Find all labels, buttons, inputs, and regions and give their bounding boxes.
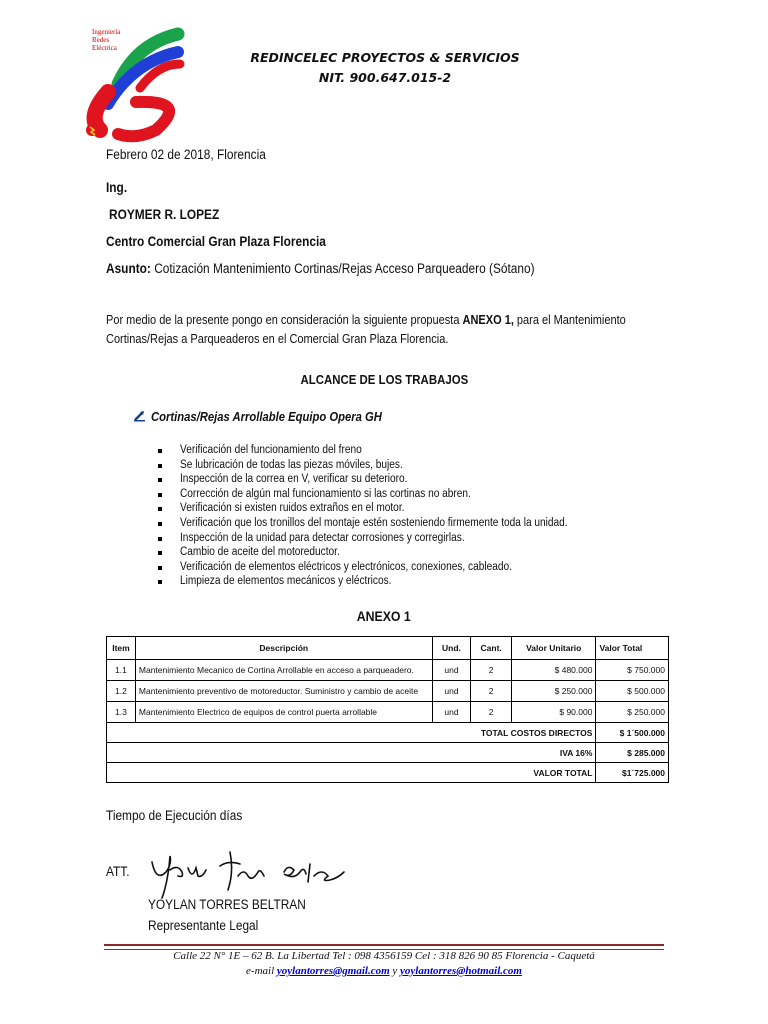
list-item: Se lubricación de todas las piezas móviles, bujes. — [158, 459, 620, 474]
list-item: Verificación si existen ruidos extraños en el motor. — [158, 502, 620, 517]
att-label: ATT. — [106, 864, 130, 879]
list-item: Corrección de algún mal funcionamiento si las cortinas no abren. — [158, 488, 620, 503]
execution-time: Tiempo de Ejecución días — [106, 808, 243, 823]
equipment-name: Cortinas/Rejas Arrollable Equipo Opera GH — [151, 410, 383, 424]
list-item: Cambio de aceite del motoreductor. — [158, 546, 620, 561]
task-list — [158, 444, 620, 590]
list-item: Inspección de la unidad para detectar corrosiones y corregirlas. — [158, 532, 620, 547]
company-logo — [78, 22, 198, 147]
recipient-name: ROYMER R. LOPEZ — [109, 207, 220, 222]
list-item: Inspección de la correa en V, verificar su deterioro. — [158, 473, 620, 488]
footer-contact: e-mail yoylantorres@gmail.com y yoylantorres@hotmail.com — [246, 965, 522, 977]
column-header: Und. — [432, 637, 471, 660]
signer-role: Representante Legal — [148, 918, 259, 933]
column-header: Descripción — [135, 637, 432, 660]
column-header: Valor Unitario — [512, 637, 596, 660]
table-row: 1.1 Mantenimiento Mecanico de Cortina Arrollable en acceso a parqueadero. und 2 $ 480.000 $ 750.000 — [107, 660, 669, 681]
iva-row: IVA 16% $ 285.000 — [107, 743, 669, 763]
grand-total-row: VALOR TOTAL $1´725.000 — [107, 763, 669, 783]
intro-paragraph-line-1: Por medio de la presente pongo en consideración la siguiente propuesta ANEXO 1, para el Mantenimiento — [106, 313, 626, 327]
subject-line — [106, 261, 535, 276]
total-direct-costs-row: TOTAL COSTOS DIRECTOS $ 1´500.000 — [107, 723, 669, 743]
scope-title: ALCANCE DE LOS TRABAJOS — [300, 372, 468, 387]
salutation: Ing. — [106, 180, 128, 195]
email-link-hotmail[interactable]: yoylantorres@hotmail.com — [400, 965, 522, 977]
table-row: 1.2 Mantenimiento preventivo de motoreductor. Suministro y cambio de aceite und 2 $ 250.000 $ 500.000 — [107, 681, 669, 702]
annex-title: ANEXO 1 — [356, 608, 412, 624]
list-item: Limpieza de elementos mecánicos y eléctricos. — [158, 575, 620, 590]
column-header: Cant. — [471, 637, 512, 660]
company-name: REDINCELEC PROYECTOS & SERVICIOS — [250, 50, 520, 65]
list-item: Verificación del funcionamiento del freno — [158, 444, 620, 459]
footer-address: Calle 22 N° 1E – 62 B. La Libertad Tel : 098 4356159 Cel : 318 826 90 85 Florencia - Caquetá — [173, 950, 595, 962]
intro-paragraph-line-2: Cortinas/Rejas a Parqueaderos en el Comercial Gran Plaza Florencia. — [106, 332, 449, 346]
table-row: 1.3 Mantenimiento Electrico de equipos de control puerta arrollable und 2 $ 90.000 $ 250.000 — [107, 702, 669, 723]
list-item: Verificación que los tronillos del montaje estén sosteniendo firmemente toda la unidad. — [158, 517, 620, 532]
column-header: Valor Total — [596, 637, 669, 660]
column-header: Item — [107, 637, 136, 660]
letterhead — [190, 48, 580, 88]
quote-table — [106, 636, 669, 783]
table-header-row — [107, 637, 669, 660]
date-place: Febrero 02 de 2018, Florencia — [106, 147, 266, 162]
signer-name: YOYLAN TORRES BELTRAN — [148, 897, 306, 912]
logo-text: Ingeniería Redes Eléctrica — [92, 28, 121, 52]
list-item: Verificación de elementos eléctricos y electrónicos, conexiones, cableado. — [158, 561, 620, 576]
equipment-heading — [133, 408, 408, 426]
email-link-gmail[interactable]: yoylantorres@gmail.com — [276, 965, 390, 977]
subject-label: Asunto: — [106, 261, 151, 276]
signature-image — [148, 842, 358, 904]
recipient-company: Centro Comercial Gran Plaza Florencia — [106, 234, 326, 249]
annex-reference: ANEXO 1, — [462, 313, 514, 327]
subject-text: Cotización Mantenimiento Cortinas/Rejas Acceso Parqueadero (Sótano) — [154, 261, 535, 276]
bullet-arrow-icon — [133, 410, 147, 422]
logo-swoosh-graphic — [78, 22, 198, 147]
company-nit: NIT. 900.647.015-2 — [318, 70, 452, 85]
